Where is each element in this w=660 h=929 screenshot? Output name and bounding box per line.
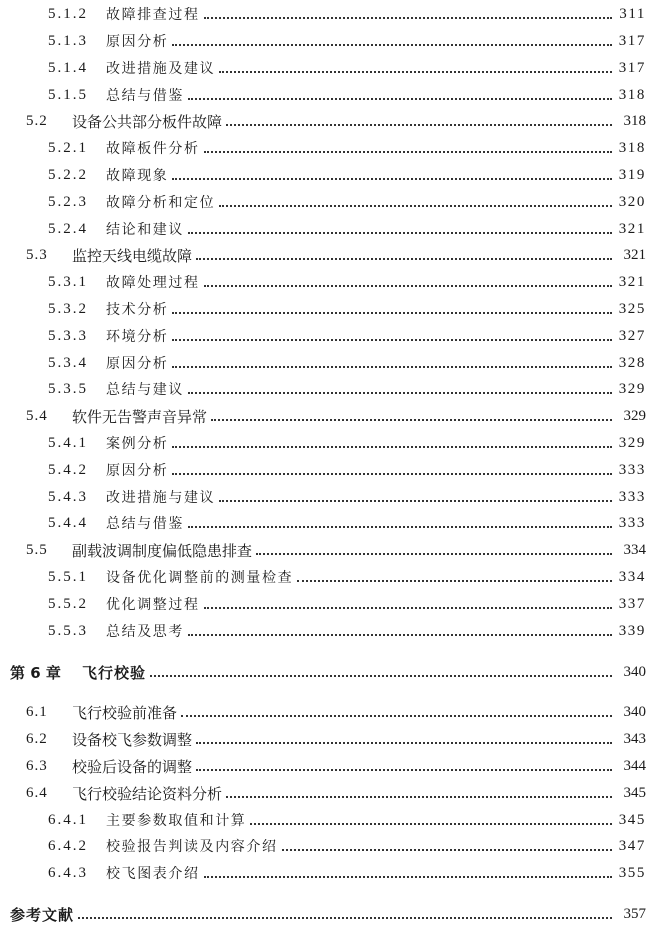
toc-section-entry <box>0 727 660 751</box>
toc-entry-title: 校飞图表介绍 <box>106 866 200 882</box>
toc-subsection-entry <box>0 351 660 375</box>
toc-entry-page: 329 <box>623 407 646 424</box>
toc-entry-title: 故障现象 <box>106 168 169 184</box>
toc-entry-title: 校验后设备的调整 <box>72 757 193 776</box>
toc-entry-page: 317 <box>618 32 646 49</box>
toc-section-entry <box>0 538 660 562</box>
toc-entry-title: 总结与借鉴 <box>106 88 184 104</box>
toc-entry-title: 故障处理过程 <box>106 275 200 291</box>
toc-subsection-entry <box>0 834 660 858</box>
toc-entry-title: 故障板件分析 <box>106 141 200 157</box>
toc-entry-page: 345 <box>618 811 646 828</box>
toc-entry-page: 317 <box>618 59 646 76</box>
toc-entry-number: 5.3.5 <box>48 380 88 397</box>
toc-entry-page: 345 <box>623 784 646 801</box>
toc-entry-title: 飞行校验 <box>82 663 147 682</box>
toc-entry-page: 329 <box>618 380 646 397</box>
toc-entry-number: 5.4.1 <box>48 434 88 451</box>
toc-entry-number: 5.5.2 <box>48 595 88 612</box>
toc-subsection-entry <box>0 29 660 53</box>
toc-entry-number: 5.3.4 <box>48 354 88 371</box>
toc-entry-number: 6.4.2 <box>48 837 88 854</box>
toc-entry-number: 5.1.2 <box>48 5 88 22</box>
dot-leader <box>204 151 612 153</box>
dot-leader <box>204 285 612 287</box>
toc-entry-title: 总结与借鉴 <box>106 516 184 532</box>
dot-leader <box>256 553 612 555</box>
toc-entry-page: 333 <box>618 488 646 505</box>
toc-entry-title: 设备公共部分板件故障 <box>72 112 223 131</box>
toc-entry-number: 6.3 <box>26 757 48 774</box>
toc-entry-number: 5.2.3 <box>48 193 88 210</box>
toc-entry-page: 321 <box>618 273 646 290</box>
dot-leader <box>297 580 612 582</box>
toc-entry-page: 340 <box>623 663 646 680</box>
toc-entry-number: 6.2 <box>26 730 48 747</box>
dot-leader <box>250 823 612 825</box>
toc-entry-page: 334 <box>618 568 646 585</box>
dot-leader <box>188 392 612 394</box>
toc-entry-page: 357 <box>623 905 646 922</box>
toc-entry-page: 320 <box>618 193 646 210</box>
dot-leader <box>226 124 612 126</box>
toc-entry-page: 337 <box>618 595 646 612</box>
toc-entry-number: 5.2.1 <box>48 139 88 156</box>
toc-entry-number: 6.1 <box>26 703 48 720</box>
dot-leader <box>172 312 612 314</box>
toc-entry-title: 副载波调制度偏低隐患排查 <box>72 541 253 560</box>
dot-leader <box>219 205 612 207</box>
toc-entry-page: 328 <box>618 354 646 371</box>
toc-entry-number: 5.4.2 <box>48 461 88 478</box>
toc-entry-page: 340 <box>623 703 646 720</box>
toc-entry-title: 结论和建议 <box>106 222 184 238</box>
toc-entry-page: 339 <box>618 622 646 639</box>
toc-entry-number: 5.1.3 <box>48 32 88 49</box>
dot-leader <box>172 339 612 341</box>
dot-leader <box>219 500 612 502</box>
toc-section-entry <box>0 754 660 778</box>
toc-entry-title: 校验报告判读及内容介绍 <box>106 839 278 855</box>
toc-subsection-entry <box>0 83 660 107</box>
toc-entry-page: 344 <box>623 757 646 774</box>
toc-chapter-entry <box>0 902 660 926</box>
toc-entry-page: 329 <box>618 434 646 451</box>
dot-leader <box>204 17 612 19</box>
toc-entry-number: 5.3.3 <box>48 327 88 344</box>
dot-leader <box>204 876 612 878</box>
dot-leader <box>219 71 612 73</box>
toc-entry-page: 343 <box>623 730 646 747</box>
toc-subsection-entry <box>0 861 660 885</box>
dot-leader <box>172 366 612 368</box>
dot-leader <box>211 419 612 421</box>
toc-subsection-entry <box>0 2 660 26</box>
toc-entry-number: 5.2 <box>26 112 48 129</box>
toc-entry-title: 软件无告警声音异常 <box>72 407 208 426</box>
toc-entry-number: 5.1.5 <box>48 86 88 103</box>
dot-leader <box>226 796 612 798</box>
toc-subsection-entry <box>0 619 660 643</box>
toc-entry-number: 5.5 <box>26 541 48 558</box>
toc-entry-number: 5.2.2 <box>48 166 88 183</box>
toc-entry-number: 5.3.1 <box>48 273 88 290</box>
toc-subsection-entry <box>0 592 660 616</box>
toc-entry-number: 5.3 <box>26 246 48 263</box>
dot-leader <box>196 742 612 744</box>
toc-section-entry <box>0 243 660 267</box>
toc-entry-title: 故障排查过程 <box>106 7 200 23</box>
toc-entry-title: 总结与建议 <box>106 382 184 398</box>
toc-entry-number: 5.5.1 <box>48 568 88 585</box>
toc-section-entry <box>0 781 660 805</box>
toc-entry-title: 设备校飞参数调整 <box>72 730 193 749</box>
toc-subsection-entry <box>0 377 660 401</box>
toc-subsection-entry <box>0 56 660 80</box>
toc-entry-title: 原因分析 <box>106 34 169 50</box>
toc-entry-number: 5.1.4 <box>48 59 88 76</box>
toc-entry-title: 总结及思考 <box>106 624 184 640</box>
toc-entry-number: 5.3.2 <box>48 300 88 317</box>
toc-subsection-entry <box>0 808 660 832</box>
toc-subsection-entry <box>0 565 660 589</box>
dot-leader <box>196 769 612 771</box>
toc-entry-title: 故障分析和定位 <box>106 195 216 211</box>
toc-subsection-entry <box>0 297 660 321</box>
dot-leader <box>172 473 612 475</box>
toc-entry-title: 原因分析 <box>106 463 169 479</box>
toc-subsection-entry <box>0 431 660 455</box>
toc-section-entry <box>0 700 660 724</box>
toc-entry-title: 设备优化调整前的测量检查 <box>106 570 294 586</box>
toc-subsection-entry <box>0 511 660 535</box>
dot-leader <box>181 715 612 717</box>
toc-subsection-entry <box>0 458 660 482</box>
toc-entry-number: 6.4.1 <box>48 811 88 828</box>
toc-entry-number: 6.4 <box>26 784 48 801</box>
toc-entry-page: 321 <box>623 246 646 263</box>
dot-leader <box>78 917 612 919</box>
toc-entry-number: 5.2.4 <box>48 220 88 237</box>
dot-leader <box>172 178 612 180</box>
toc-entry-number: 5.4.3 <box>48 488 88 505</box>
toc-entry-page: 333 <box>618 514 646 531</box>
dot-leader <box>150 675 612 677</box>
toc-entry-title: 飞行校验前准备 <box>72 703 178 722</box>
toc-subsection-entry <box>0 217 660 241</box>
toc-subsection-entry <box>0 270 660 294</box>
toc-entry-title: 改进措施与建议 <box>106 490 216 506</box>
toc-entry-title: 原因分析 <box>106 356 169 372</box>
toc-entry-page: 311 <box>619 5 646 22</box>
toc-entry-page: 325 <box>618 300 646 317</box>
toc-subsection-entry <box>0 485 660 509</box>
dot-leader <box>188 232 612 234</box>
toc-subsection-entry <box>0 324 660 348</box>
toc-entry-page: 318 <box>623 112 646 129</box>
toc-entry-page: 355 <box>618 864 646 881</box>
toc-entry-number: 5.4.4 <box>48 514 88 531</box>
toc-entry-title: 环境分析 <box>106 329 169 345</box>
toc-section-entry <box>0 109 660 133</box>
dot-leader <box>196 258 612 260</box>
toc-entry-number: 5.4 <box>26 407 48 424</box>
toc-entry-title: 改进措施及建议 <box>106 61 216 77</box>
toc-subsection-entry <box>0 136 660 160</box>
toc-entry-title: 飞行校验结论资料分析 <box>72 784 223 803</box>
toc-entry-title: 参考文献 <box>10 905 75 924</box>
toc-entry-page: 327 <box>618 327 646 344</box>
toc-entry-page: 318 <box>618 139 646 156</box>
dot-leader <box>204 607 612 609</box>
toc-entry-number: 5.5.3 <box>48 622 88 639</box>
toc-entry-title: 案例分析 <box>106 436 169 452</box>
dot-leader <box>188 98 612 100</box>
toc-entry-number: 6.4.3 <box>48 864 88 881</box>
toc-entry-title: 技术分析 <box>106 302 169 318</box>
toc-entry-title: 优化调整过程 <box>106 597 200 613</box>
toc-entry-title: 监控天线电缆故障 <box>72 246 193 265</box>
dot-leader <box>172 446 612 448</box>
toc-entry-number: 第 6 章 <box>10 663 61 682</box>
toc-subsection-entry <box>0 163 660 187</box>
toc-entry-page: 333 <box>618 461 646 478</box>
toc-entry-page: 321 <box>618 220 646 237</box>
dot-leader <box>172 44 612 46</box>
dot-leader <box>188 526 612 528</box>
toc-chapter-entry <box>0 660 660 684</box>
toc-section-entry <box>0 404 660 428</box>
toc-entry-page: 319 <box>618 166 646 183</box>
dot-leader <box>282 849 612 851</box>
dot-leader <box>188 634 612 636</box>
toc-entry-page: 334 <box>623 541 646 558</box>
toc-entry-title: 主要参数取值和计算 <box>106 813 247 829</box>
toc-entry-page: 347 <box>618 837 646 854</box>
toc-entry-page: 318 <box>618 86 646 103</box>
toc-subsection-entry <box>0 190 660 214</box>
